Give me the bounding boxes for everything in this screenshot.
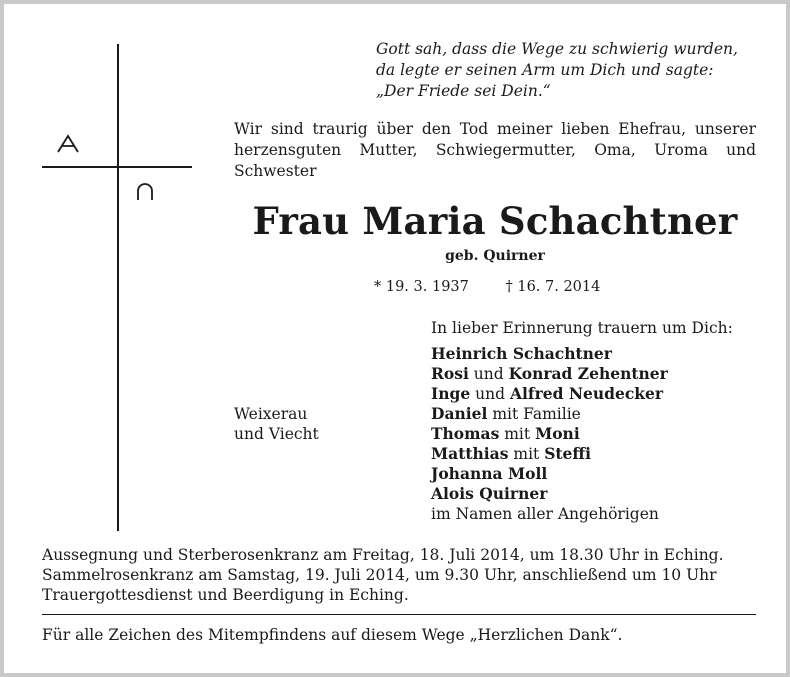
mourner-line: Thomas mit Moni (431, 424, 580, 443)
quote-line: „Der Friede sei Dein.“ (376, 82, 551, 100)
alpha-icon (56, 134, 80, 154)
notice-line: Trauergottesdienst und Beerdigung in Eching. (42, 586, 409, 604)
mourner-line: Alois Quirner (431, 484, 548, 503)
thanks-text: Für alle Zeichen des Mitempfindens auf diesem Wege „Herzlichen Dank“. (42, 626, 623, 644)
place-line: und Viecht (234, 425, 319, 443)
birth-date: * 19. 3. 1937 (374, 279, 469, 295)
life-dates (374, 279, 600, 295)
quote-line: Gott sah, dass die Wege zu schwierig wurden, (376, 40, 738, 58)
deceased-name: Frau Maria Schachtner (252, 199, 738, 243)
place-line: Weixerau (234, 405, 308, 423)
relatives-line: im Namen aller Angehörigen (431, 505, 659, 523)
mourner-line: Rosi und Konrad Zehentner (431, 364, 668, 383)
mourner-line: Inge und Alfred Neudecker (431, 384, 664, 403)
bible-quote (376, 39, 766, 102)
mourners-list (431, 344, 668, 524)
maiden-name: geb. Quirner (445, 248, 545, 264)
mourning-header: In lieber Erinnerung trauern um Dich: (431, 319, 733, 337)
omega-icon (134, 182, 156, 202)
place-of-residence (234, 404, 319, 444)
obituary-card (4, 4, 786, 673)
service-notice (42, 545, 758, 605)
cross-bar (42, 166, 192, 168)
intro-text: Wir sind traurig über den Tod meiner lieben Ehefrau, unserer herzensguten Mutter, Schwiegermutter, Oma, Uroma und Schwester (234, 120, 756, 180)
notice-line: Sammelrosenkranz am Samstag, 19. Juli 2014, um 9.30 Uhr, anschließend um 10 Uhr (42, 566, 717, 584)
mourner-line: Matthias mit Steffi (431, 444, 592, 463)
mourner-line: Heinrich Schachtner (431, 344, 612, 363)
divider (42, 614, 756, 615)
death-date: † 16. 7. 2014 (505, 279, 601, 295)
mourner-line: Johanna Moll (431, 464, 548, 483)
notice-line: Aussegnung und Sterberosenkranz am Freitag, 18. Juli 2014, um 18.30 Uhr in Eching. (42, 546, 724, 564)
cross-icon (117, 44, 119, 531)
mourner-line: Daniel mit Familie (431, 404, 581, 423)
quote-line: da legte er seinen Arm um Dich und sagte: (376, 61, 714, 79)
